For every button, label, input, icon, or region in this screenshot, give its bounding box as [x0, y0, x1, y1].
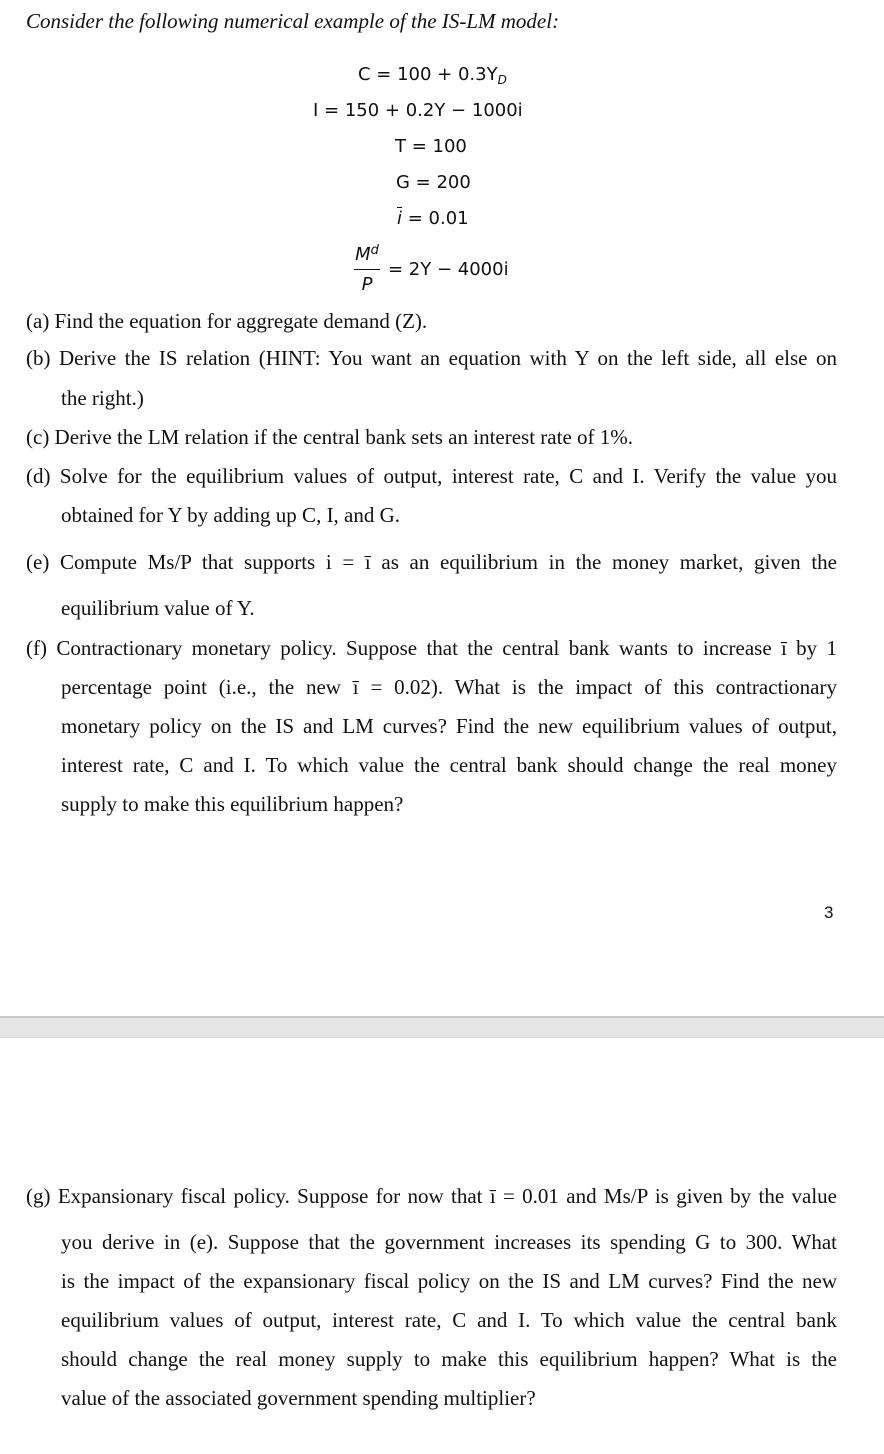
question-d-line-1: (d) Solve for the equilibrium values of output, interest rate, C and I. Verify the value you	[26, 464, 837, 488]
interest-rate-symbol: $\overline{i}$	[397, 208, 403, 229]
question-f-line-2: percentage point (i.e., the new ī = 0.02). What is the impact of this contractionary	[61, 675, 837, 699]
money-demand-denominator: P	[361, 274, 373, 295]
question-g-line-4: equilibrium values of output, interest rate, C and I. To which value the central bank	[61, 1308, 837, 1332]
question-e-line-2: equilibrium value of Y.	[61, 596, 255, 620]
page-number: 3	[824, 903, 834, 922]
government-equation: G = 200	[396, 172, 471, 193]
interest-rate-value: = 0.01	[402, 208, 469, 229]
fraction-bar	[354, 269, 380, 270]
question-f-line-4: interest rate, C and I. To which value the central bank should change the real money	[61, 753, 837, 777]
question-g-line-5: should change the real money supply to make this equilibrium happen? What is the	[61, 1347, 837, 1371]
question-b-line-1: (b) Derive the IS relation (HINT: You want an equation with Y on the left side, all else on	[26, 346, 837, 370]
question-a: (a) Find the equation for aggregate demand (Z).	[26, 309, 428, 333]
question-f-line-3: monetary policy on the IS and LM curves? Find the new equilibrium values of output,	[61, 714, 837, 738]
question-b-line-2: the right.)	[61, 386, 144, 410]
taxes-equation: T = 100	[395, 136, 467, 157]
consumption-equation-text: C = 100 + 0.3Y	[358, 64, 498, 85]
question-g-line-3: is the impact of the expansionary fiscal policy on the IS and LM curves? Find the new	[61, 1269, 837, 1293]
consumption-equation	[358, 66, 507, 86]
interest-rate-equation	[397, 210, 469, 228]
question-f-line-5: supply to make this equilibrium happen?	[61, 792, 404, 816]
question-c: (c) Derive the LM relation if the central bank sets an interest rate of 1%.	[26, 425, 634, 449]
intro-text: Consider the following numerical example of the IS-LM model:	[26, 9, 560, 33]
page-break-divider	[0, 1016, 884, 1038]
consumption-subscript: D	[497, 73, 507, 87]
question-g-line-6: value of the associated government spending multiplier?	[61, 1386, 536, 1410]
question-d-line-2: obtained for Y by adding up C, I, and G.	[61, 503, 401, 527]
money-demand-numerator: $M^d$	[355, 243, 379, 265]
money-demand-rhs: = 2Y − 4000i	[388, 259, 509, 280]
money-demand-equation	[352, 244, 532, 294]
investment-equation: I = 150 + 0.2Y − 1000i	[313, 100, 523, 121]
question-f-line-1: (f) Contractionary monetary policy. Suppose that the central bank wants to increase ī by 1	[26, 636, 837, 660]
question-g-line-1: (g) Expansionary fiscal policy. Suppose for now that ī = 0.01 and Ms/P is given by the value	[26, 1184, 837, 1208]
question-e-line-1: (e) Compute Ms/P that supports i = ī as an equilibrium in the money market, given the	[26, 550, 837, 574]
question-g-line-2: you derive in (e). Suppose that the government increases its spending G to 300. What	[61, 1230, 837, 1254]
